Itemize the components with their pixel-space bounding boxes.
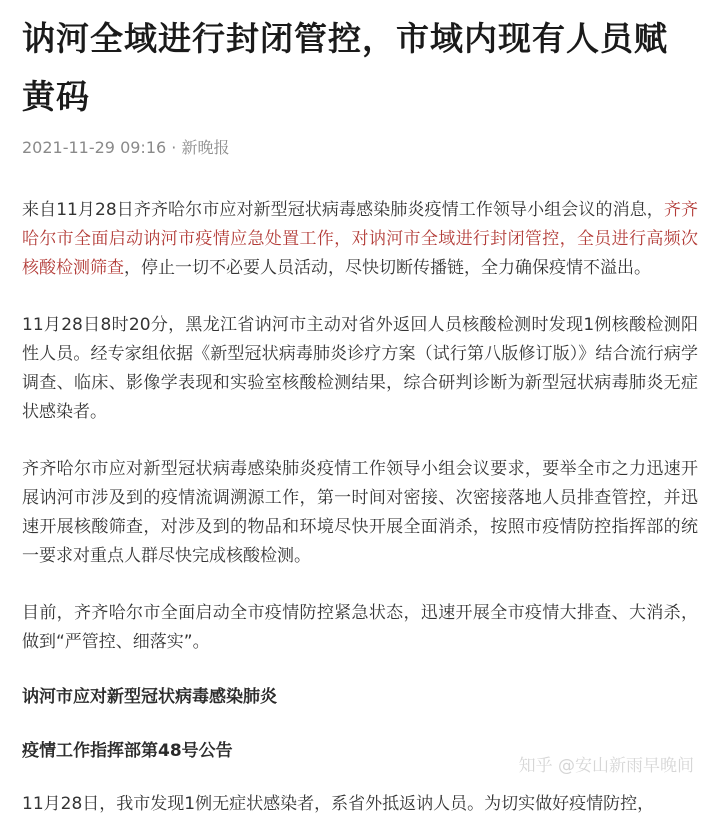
paragraph-1 <box>22 196 698 283</box>
article-meta <box>22 136 698 160</box>
meta-separator: · <box>166 138 182 157</box>
article <box>22 0 698 819</box>
paragraph-5: 11月28日，我市发现1例无症状感染者，系省外抵返讷人员。为切实做好疫情防控， <box>22 794 655 814</box>
p1-tail: ，停止一切不必要人员活动，尽快切断传播链，全力确保疫情不溢出。 <box>124 258 651 278</box>
article-title: 讷河全域进行封闭管控，市域内现有人员赋黄码 <box>22 19 668 116</box>
p1-highlight-3: 全员进行高频次核酸检测筛查 <box>22 229 699 278</box>
subheading-1: 讷河市应对新型冠状病毒感染肺炎 <box>22 687 277 707</box>
p1-highlight-comma-2: ， <box>559 229 577 249</box>
p1-highlight-2: 对讷河市全域进行封闭管控 <box>351 229 560 249</box>
p1-highlight-1: 齐齐哈尔市全面启动讷河市疫情应急处置工作 <box>22 200 699 249</box>
subheading-2: 疫情工作指挥部第48号公告 <box>22 741 233 761</box>
paragraph-4: 目前，齐齐哈尔市全面启动全市疫情防控紧急状态，迅速开展全市疫情大排查、大消杀，做到“严管控、细落实”。 <box>22 603 698 652</box>
paragraph-3: 齐齐哈尔市应对新型冠状病毒感染肺炎疫情工作领导小组会议要求，要举全市之力迅速开展讷河市涉及到的疫情流调溯源工作，第一时间对密接、次密接落地人员排查管控，并迅速开展核酸筛查，对涉及到的物品和环境尽快开展全面消杀，按照市疫情防控指挥部的统一要求对重点人群尽快完成核酸检测。 <box>22 459 698 566</box>
publish-date: 2021-11-29 09:16 <box>22 138 167 157</box>
news-source: 新晚报 <box>181 138 230 157</box>
p1-lead: 来自11月28日齐齐哈尔市应对新型冠状病毒感染肺炎疫情工作领导小组会议的消息， <box>22 200 664 220</box>
p1-highlight-comma-1: ， <box>334 229 352 249</box>
zhihu-watermark: 知乎 @安山新雨早晚间 <box>518 756 694 776</box>
paragraph-2: 11月28日8时20分，黑龙江省讷河市主动对省外返回人员核酸检测时发现1例核酸检测阳性人员。经专家组依据《新型冠状病毒肺炎诊疗方案（试行第八版修订版）》结合流行病学调查、临床、影像学表现和实验室核酸检测结果，综合研判诊断为新型冠状病毒肺炎无症状感染者。 <box>22 315 698 422</box>
